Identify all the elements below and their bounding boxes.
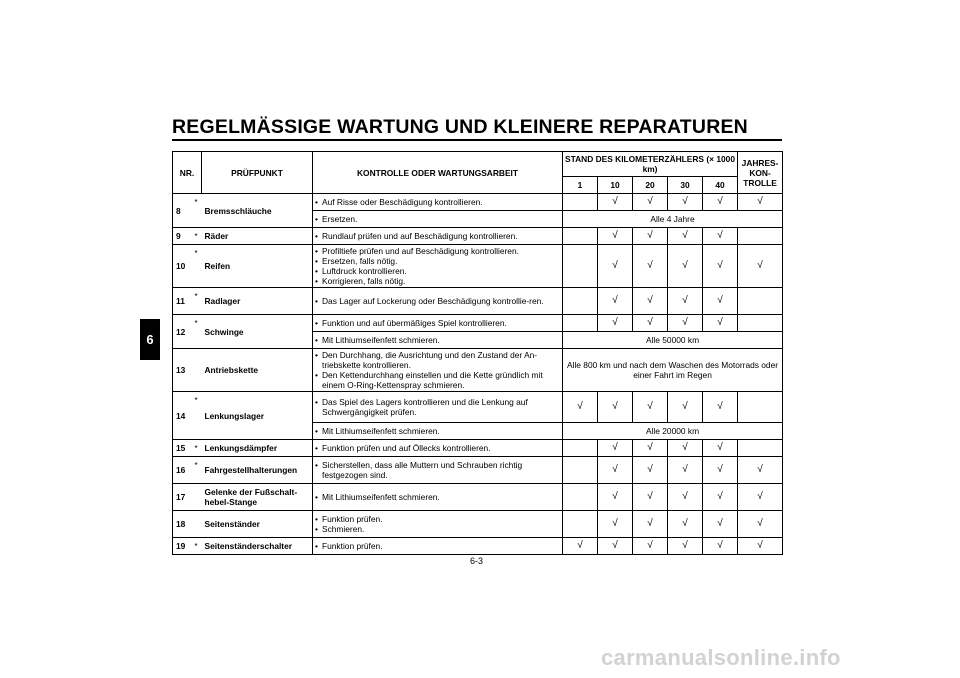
asterisk-cell xyxy=(195,511,202,538)
interval-span: Alle 20000 km xyxy=(563,423,783,440)
work-list xyxy=(315,214,560,224)
work-list xyxy=(315,492,560,502)
work-list xyxy=(315,514,560,534)
check-item: Radlager xyxy=(202,288,313,315)
annual-check-mark: √ xyxy=(738,245,783,288)
asterisk-mark: * xyxy=(194,292,198,301)
interval-check-mark xyxy=(563,194,598,211)
annual-check-mark xyxy=(738,315,783,332)
interval-check-mark: √ xyxy=(668,484,703,511)
interval-check-mark: √ xyxy=(633,228,668,245)
interval-check-mark: √ xyxy=(598,440,633,457)
check-item: Seitenständerschalter xyxy=(202,538,313,555)
asterisk-mark: * xyxy=(194,198,198,207)
table-body xyxy=(173,194,783,555)
row-number: 11 xyxy=(173,288,195,315)
asterisk-cell xyxy=(195,457,202,484)
header-km: 10 xyxy=(598,177,633,194)
interval-check-mark: √ xyxy=(598,194,633,211)
table-row xyxy=(173,288,783,315)
annual-check-mark xyxy=(738,288,783,315)
interval-check-mark: √ xyxy=(703,392,738,423)
work-description xyxy=(313,423,563,440)
page-title: REGELMÄSSIGE WARTUNG UND KLEINERE REPARATUREN xyxy=(172,116,748,138)
page-number: 6-3 xyxy=(470,556,484,566)
table-row xyxy=(173,538,783,555)
table-row xyxy=(173,457,783,484)
check-item: Antriebskette xyxy=(202,349,313,392)
work-list xyxy=(315,350,560,390)
interval-check-mark: √ xyxy=(668,288,703,315)
work-step: • Funktion prüfen. xyxy=(315,514,560,524)
work-list xyxy=(315,231,560,241)
annual-check-mark: √ xyxy=(738,194,783,211)
table-row xyxy=(173,245,783,288)
header-nr: NR. xyxy=(173,152,202,194)
row-number: 18 xyxy=(173,511,195,538)
check-item: Reifen xyxy=(202,245,313,288)
work-step: • Funktion prüfen und auf Öllecks kontrollieren. xyxy=(315,443,560,453)
work-step: • Ersetzen. xyxy=(315,214,560,224)
interval-span: Alle 800 km und nach dem Waschen des Motorrads oder einer Fahrt im Regen xyxy=(563,349,783,392)
interval-check-mark: √ xyxy=(668,538,703,555)
header-item: PRÜFPUNKT xyxy=(202,152,313,194)
row-number: 8 xyxy=(173,194,195,228)
interval-check-mark: √ xyxy=(668,440,703,457)
asterisk-cell xyxy=(195,538,202,555)
interval-check-mark: √ xyxy=(703,288,738,315)
work-step: • Funktion prüfen. xyxy=(315,541,560,551)
work-description xyxy=(313,349,563,392)
interval-check-mark: √ xyxy=(668,457,703,484)
header-km: 1 xyxy=(563,177,598,194)
interval-check-mark: √ xyxy=(633,457,668,484)
table-row xyxy=(173,228,783,245)
interval-check-mark: √ xyxy=(703,538,738,555)
interval-check-mark: √ xyxy=(598,484,633,511)
table-row xyxy=(173,349,783,392)
work-description xyxy=(313,484,563,511)
work-step: • Profiltiefe prüfen und auf Beschädigung kontrollieren. xyxy=(315,246,560,256)
annual-check-mark: √ xyxy=(738,484,783,511)
interval-check-mark: √ xyxy=(598,228,633,245)
asterisk-cell xyxy=(195,315,202,349)
interval-check-mark: √ xyxy=(598,245,633,288)
interval-check-mark: √ xyxy=(703,315,738,332)
asterisk-cell xyxy=(195,245,202,288)
interval-check-mark: √ xyxy=(703,484,738,511)
watermark: carmanualsonline.info xyxy=(601,645,841,670)
interval-check-mark: √ xyxy=(598,457,633,484)
work-list xyxy=(315,318,560,328)
interval-check-mark: √ xyxy=(668,511,703,538)
row-number: 15 xyxy=(173,440,195,457)
asterisk-mark: * xyxy=(194,542,198,551)
interval-check-mark xyxy=(563,511,598,538)
row-number: 12 xyxy=(173,315,195,349)
work-list xyxy=(315,246,560,286)
check-item: Lenkungslager xyxy=(202,392,313,440)
interval-check-mark: √ xyxy=(703,194,738,211)
header-annual: JAHRES- KON- TROLLE xyxy=(738,152,783,194)
annual-check-mark: √ xyxy=(738,457,783,484)
work-list xyxy=(315,197,560,207)
asterisk-cell xyxy=(195,288,202,315)
asterisk-mark: * xyxy=(194,232,198,241)
work-list xyxy=(315,296,560,306)
interval-check-mark: √ xyxy=(598,511,633,538)
work-list xyxy=(315,460,560,480)
annual-check-mark xyxy=(738,440,783,457)
interval-check-mark xyxy=(563,288,598,315)
interval-check-mark: √ xyxy=(598,538,633,555)
interval-check-mark: √ xyxy=(703,457,738,484)
annual-check-mark: √ xyxy=(738,511,783,538)
work-step: • Schmieren. xyxy=(315,524,560,534)
interval-check-mark: √ xyxy=(633,392,668,423)
interval-check-mark: √ xyxy=(633,440,668,457)
work-description xyxy=(313,211,563,228)
table-row xyxy=(173,511,783,538)
interval-check-mark: √ xyxy=(633,288,668,315)
check-item: Gelenke der Fußschalt-hebel-Stange xyxy=(202,484,313,511)
header-km: 30 xyxy=(668,177,703,194)
work-step: • Ersetzen, falls nötig. xyxy=(315,256,560,266)
asterisk-mark: * xyxy=(194,396,198,405)
work-list xyxy=(315,426,560,436)
work-step: • Rundlauf prüfen und auf Beschädigung kontrollieren. xyxy=(315,231,560,241)
asterisk-cell xyxy=(195,228,202,245)
work-description xyxy=(313,245,563,288)
annual-check-mark: √ xyxy=(738,538,783,555)
interval-check-mark: √ xyxy=(633,538,668,555)
asterisk-cell xyxy=(195,349,202,392)
maintenance-table xyxy=(172,151,783,555)
asterisk-mark: * xyxy=(194,249,198,258)
interval-check-mark: √ xyxy=(668,194,703,211)
table-row xyxy=(173,392,783,423)
interval-check-mark: √ xyxy=(633,315,668,332)
row-number: 19 xyxy=(173,538,195,555)
work-step: • Mit Lithiumseifenfett schmieren. xyxy=(315,335,560,345)
interval-check-mark: √ xyxy=(633,484,668,511)
asterisk-cell xyxy=(195,194,202,228)
row-number: 9 xyxy=(173,228,195,245)
work-description xyxy=(313,315,563,332)
work-description xyxy=(313,332,563,349)
work-description xyxy=(313,288,563,315)
interval-check-mark: √ xyxy=(633,511,668,538)
interval-check-mark xyxy=(563,457,598,484)
annual-check-mark xyxy=(738,228,783,245)
asterisk-mark: * xyxy=(194,461,198,470)
title-rule xyxy=(172,139,782,141)
interval-span: Alle 50000 km xyxy=(563,332,783,349)
check-item: Bremsschläuche xyxy=(202,194,313,228)
interval-check-mark: √ xyxy=(633,245,668,288)
work-step: • Mit Lithiumseifenfett schmieren. xyxy=(315,426,560,436)
header-km: 40 xyxy=(703,177,738,194)
work-description xyxy=(313,392,563,423)
check-item: Fahrgestellhalterungen xyxy=(202,457,313,484)
annual-check-mark xyxy=(738,392,783,423)
work-step: • Den Kettendurchhang einstellen und die Kette gründlich mit einem O-Ring-Kettenspray schmieren. xyxy=(315,370,560,390)
work-list xyxy=(315,443,560,453)
interval-check-mark: √ xyxy=(668,315,703,332)
check-item: Räder xyxy=(202,228,313,245)
asterisk-mark: * xyxy=(194,319,198,328)
row-number: 14 xyxy=(173,392,195,440)
interval-check-mark: √ xyxy=(668,245,703,288)
asterisk-mark: * xyxy=(194,444,198,453)
interval-check-mark: √ xyxy=(598,288,633,315)
work-step: • Den Durchhang, die Ausrichtung und den Zustand der An-triebskette kontrollieren. xyxy=(315,350,560,370)
interval-check-mark: √ xyxy=(563,392,598,423)
interval-check-mark: √ xyxy=(703,511,738,538)
work-description xyxy=(313,457,563,484)
row-number: 16 xyxy=(173,457,195,484)
work-description xyxy=(313,440,563,457)
work-step: • Funktion und auf übermäßiges Spiel kontrollieren. xyxy=(315,318,560,328)
asterisk-cell xyxy=(195,392,202,440)
table-row xyxy=(173,315,783,332)
work-step: • Korrigieren, falls nötig. xyxy=(315,276,560,286)
work-step: • Das Lager auf Lockerung oder Beschädigung kontrollie-ren. xyxy=(315,296,560,306)
work-step: • Mit Lithiumseifenfett schmieren. xyxy=(315,492,560,502)
interval-check-mark: √ xyxy=(703,228,738,245)
row-number: 17 xyxy=(173,484,195,511)
interval-check-mark xyxy=(563,245,598,288)
header-row xyxy=(173,152,783,177)
interval-check-mark: √ xyxy=(563,538,598,555)
chapter-tab: 6 xyxy=(140,319,160,360)
interval-check-mark: √ xyxy=(598,392,633,423)
interval-check-mark: √ xyxy=(703,245,738,288)
asterisk-cell xyxy=(195,440,202,457)
work-list xyxy=(315,541,560,551)
work-description xyxy=(313,511,563,538)
asterisk-cell xyxy=(195,484,202,511)
check-item: Seitenständer xyxy=(202,511,313,538)
interval-check-mark: √ xyxy=(633,194,668,211)
work-description xyxy=(313,194,563,211)
interval-check-mark xyxy=(563,484,598,511)
work-step: • Sicherstellen, dass alle Muttern und Schrauben richtig festgezogen sind. xyxy=(315,460,560,480)
table-row xyxy=(173,194,783,211)
work-description xyxy=(313,538,563,555)
interval-check-mark: √ xyxy=(668,228,703,245)
work-description xyxy=(313,228,563,245)
header-km: 20 xyxy=(633,177,668,194)
interval-check-mark: √ xyxy=(668,392,703,423)
work-step: • Auf Risse oder Beschädigung kontrollieren. xyxy=(315,197,560,207)
work-step: • Das Spiel des Lagers kontrollieren und die Lenkung auf Schwergängigkeit prüfen. xyxy=(315,397,560,417)
table-row xyxy=(173,484,783,511)
header-odometer: STAND DES KILOMETERZÄHLERS (× 1000 km) xyxy=(563,152,738,177)
row-number: 13 xyxy=(173,349,195,392)
work-list xyxy=(315,397,560,417)
interval-check-mark: √ xyxy=(703,440,738,457)
row-number: 10 xyxy=(173,245,195,288)
work-step: • Luftdruck kontrollieren. xyxy=(315,266,560,276)
header-work: KONTROLLE ODER WARTUNGSARBEIT xyxy=(313,152,563,194)
interval-check-mark: √ xyxy=(598,315,633,332)
interval-span: Alle 4 Jahre xyxy=(563,211,783,228)
check-item: Schwinge xyxy=(202,315,313,349)
table-row xyxy=(173,440,783,457)
interval-check-mark xyxy=(563,315,598,332)
interval-check-mark xyxy=(563,440,598,457)
check-item: Lenkungsdämpfer xyxy=(202,440,313,457)
work-list xyxy=(315,335,560,345)
interval-check-mark xyxy=(563,228,598,245)
